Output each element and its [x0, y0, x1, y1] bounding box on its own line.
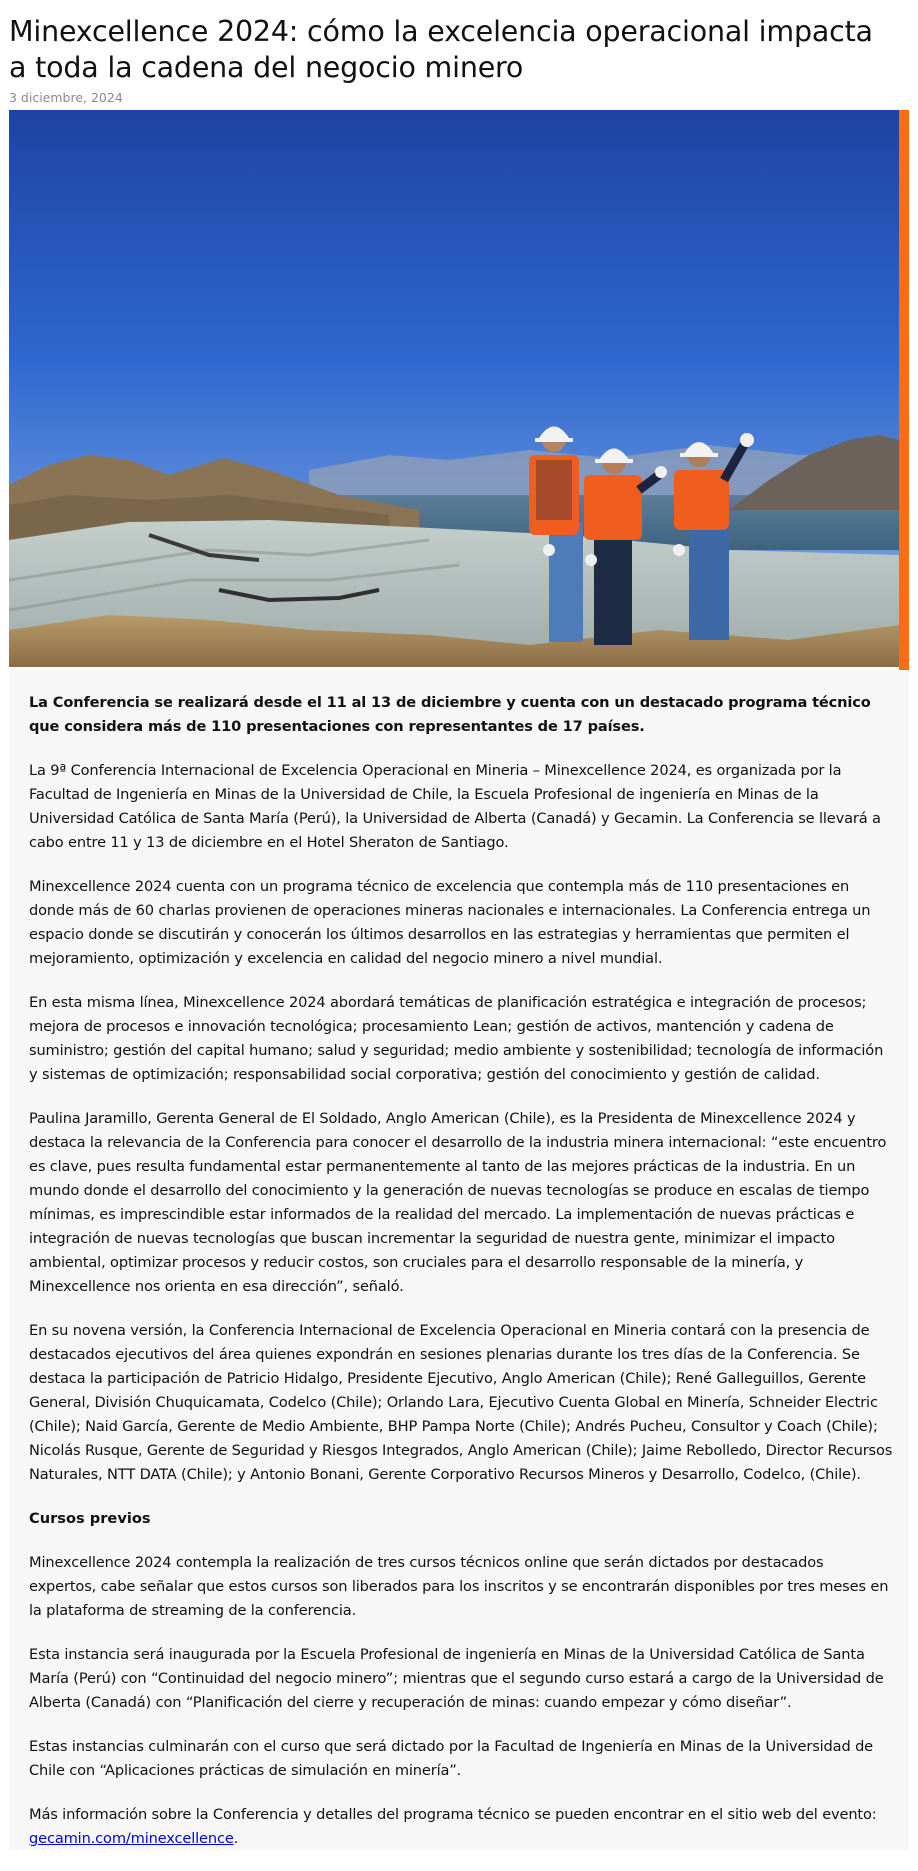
article-body	[29, 691, 893, 1871]
body-paragraph: La 9ª Conferencia Internacional de Excelencia Operacional en Mineria – Minexcellence 2024, es organizada por la Facultad de Ingeniería en Minas de la Universidad de Chile, la Escuela Profesional de ingeniería en Minas de la Universidad Católica de Santa María (Perú), la Universidad de Alberta (Canadá) y Gecamin. La Conferencia se llevará a cabo entre 11 y 13 de diciembre en el Hotel Sheraton de Santiago.	[29, 762, 881, 851]
section-heading: Cursos previos	[29, 1510, 151, 1527]
closing-text: Más información sobre la Conferencia y detalles del programa técnico se pueden encontrar en el sitio web del evento:	[29, 1806, 877, 1823]
body-paragraph: En esta misma línea, Minexcellence 2024 abordará temáticas de planificación estratégica e integración de procesos; mejora de procesos e innovación tecnológica; procesamiento Lean; gestión de activos, mantención y cadena de suministro; gestión del capital humano; salud y seguridad; medio ambiente y sostenibilidad; tecnología de información y sistemas de optimización; responsabilidad social corporativa; gestión del conocimiento y gestión de calidad.	[29, 994, 884, 1083]
body-paragraph: En su novena versión, la Conferencia Internacional de Excelencia Operacional en Mineria contará con la presencia de destacados ejecutivos del área quienes expondrán en sesiones plenarias durante los tres días de la Conferencia. Se destaca la participación de Patricio Hidalgo, Presidente Ejecutivo, Anglo American (Chile); René Galleguillos, Gerente General, División Chuquicamata, Codelco (Chile); Orlando Lara, Ejecutivo Cuenta Global en Minería, Schneider Electric (Chile); Naid García, Gerente de Medio Ambiente, BHP Pampa Norte (Chile); Andrés Pucheu, Consultor y Coach (Chile); Nicolás Rusque, Gerente de Seguridad y Riesgos Integrados, Anglo American (Chile); Jaime Rebolledo, Director Recursos Naturales, NTT DATA (Chile); y Antonio Bonani, Gerente Corporativo Recursos Mineros y Desarrollo, Codelco, (Chile).	[29, 1322, 893, 1483]
accent-bar	[899, 110, 909, 671]
lead-paragraph: La Conferencia se realizará desde el 11 al 13 de diciembre y cuenta con un destacado programa técnico que considera más de 110 presentaciones con representantes de 17 países.	[29, 694, 871, 735]
body-paragraph: Estas instancias culminarán con el curso que será dictado por la Facultad de Ingeniería en Minas de la Universidad de Chile con “Aplicaciones prácticas de simulación en minería”.	[29, 1738, 874, 1779]
body-paragraph: Minexcellence 2024 contempla la realización de tres cursos técnicos online que serán dictados por destacados expertos, cabe señalar que estos cursos son liberados para los inscritos y se encontrarán disponibles por tres meses en la plataforma de streaming de la conferencia.	[29, 1554, 889, 1619]
event-website-link[interactable]: gecamin.com/minexcellence	[29, 1830, 234, 1847]
closing-paragraph	[29, 1803, 893, 1851]
publish-date: 3 diciembre, 2024	[9, 90, 123, 105]
mining-workers-photo	[9, 110, 899, 667]
body-paragraph: Minexcellence 2024 cuenta con un programa técnico de excelencia que contempla más de 110 presentaciones en donde más de 60 charlas provienen de operaciones mineras nacionales e internacionales. La Conferencia entrega un espacio donde se discutirán y conocerán los últimos desarrollos en las estrategias y herramientas que permiten el mejoramiento, optimización y excelencia en calidad del negocio minero a nivel mundial.	[29, 878, 871, 967]
body-paragraph: Esta instancia será inaugurada por la Escuela Profesional de ingeniería en Minas de la Universidad Católica de Santa María (Perú) con “Continuidad del negocio minero”; mientras que el segundo curso estará a cargo de la Universidad de Alberta (Canadá) con “Planificación del cierre y recuperación de minas: cuando empezar y cómo diseñar”.	[29, 1646, 884, 1711]
closing-suffix: .	[233, 1830, 239, 1847]
article-title: Minexcellence 2024: cómo la excelencia operacional impacta a toda la cadena del negocio minero	[9, 15, 873, 84]
hero-image	[9, 110, 899, 667]
body-paragraph: Paulina Jaramillo, Gerenta General de El Soldado, Anglo American (Chile), es la Presidenta de Minexcellence 2024 y destaca la relevancia de la Conferencia para conocer el desarrollo de la industria minera internacional: “este encuentro es clave, pues resulta fundamental estar permanentemente al tanto de las mejores prácticas de la industria. En un mundo donde el desarrollo del conocimiento y la generación de nuevas tecnologías se produce en escalas de tiempo mínimas, es imprescindible estar informados de la realidad del mercado. La implementación de nuevas prácticas e integración de nuevas tecnologías que buscan incrementar la seguridad de nuestra gente, minimizar el impacto ambiental, optimizar procesos y reducir costos, son cruciales para el desarrollo responsable de la minería, y Minexcellence nos orienta en esa dirección”, señaló.	[29, 1110, 887, 1295]
